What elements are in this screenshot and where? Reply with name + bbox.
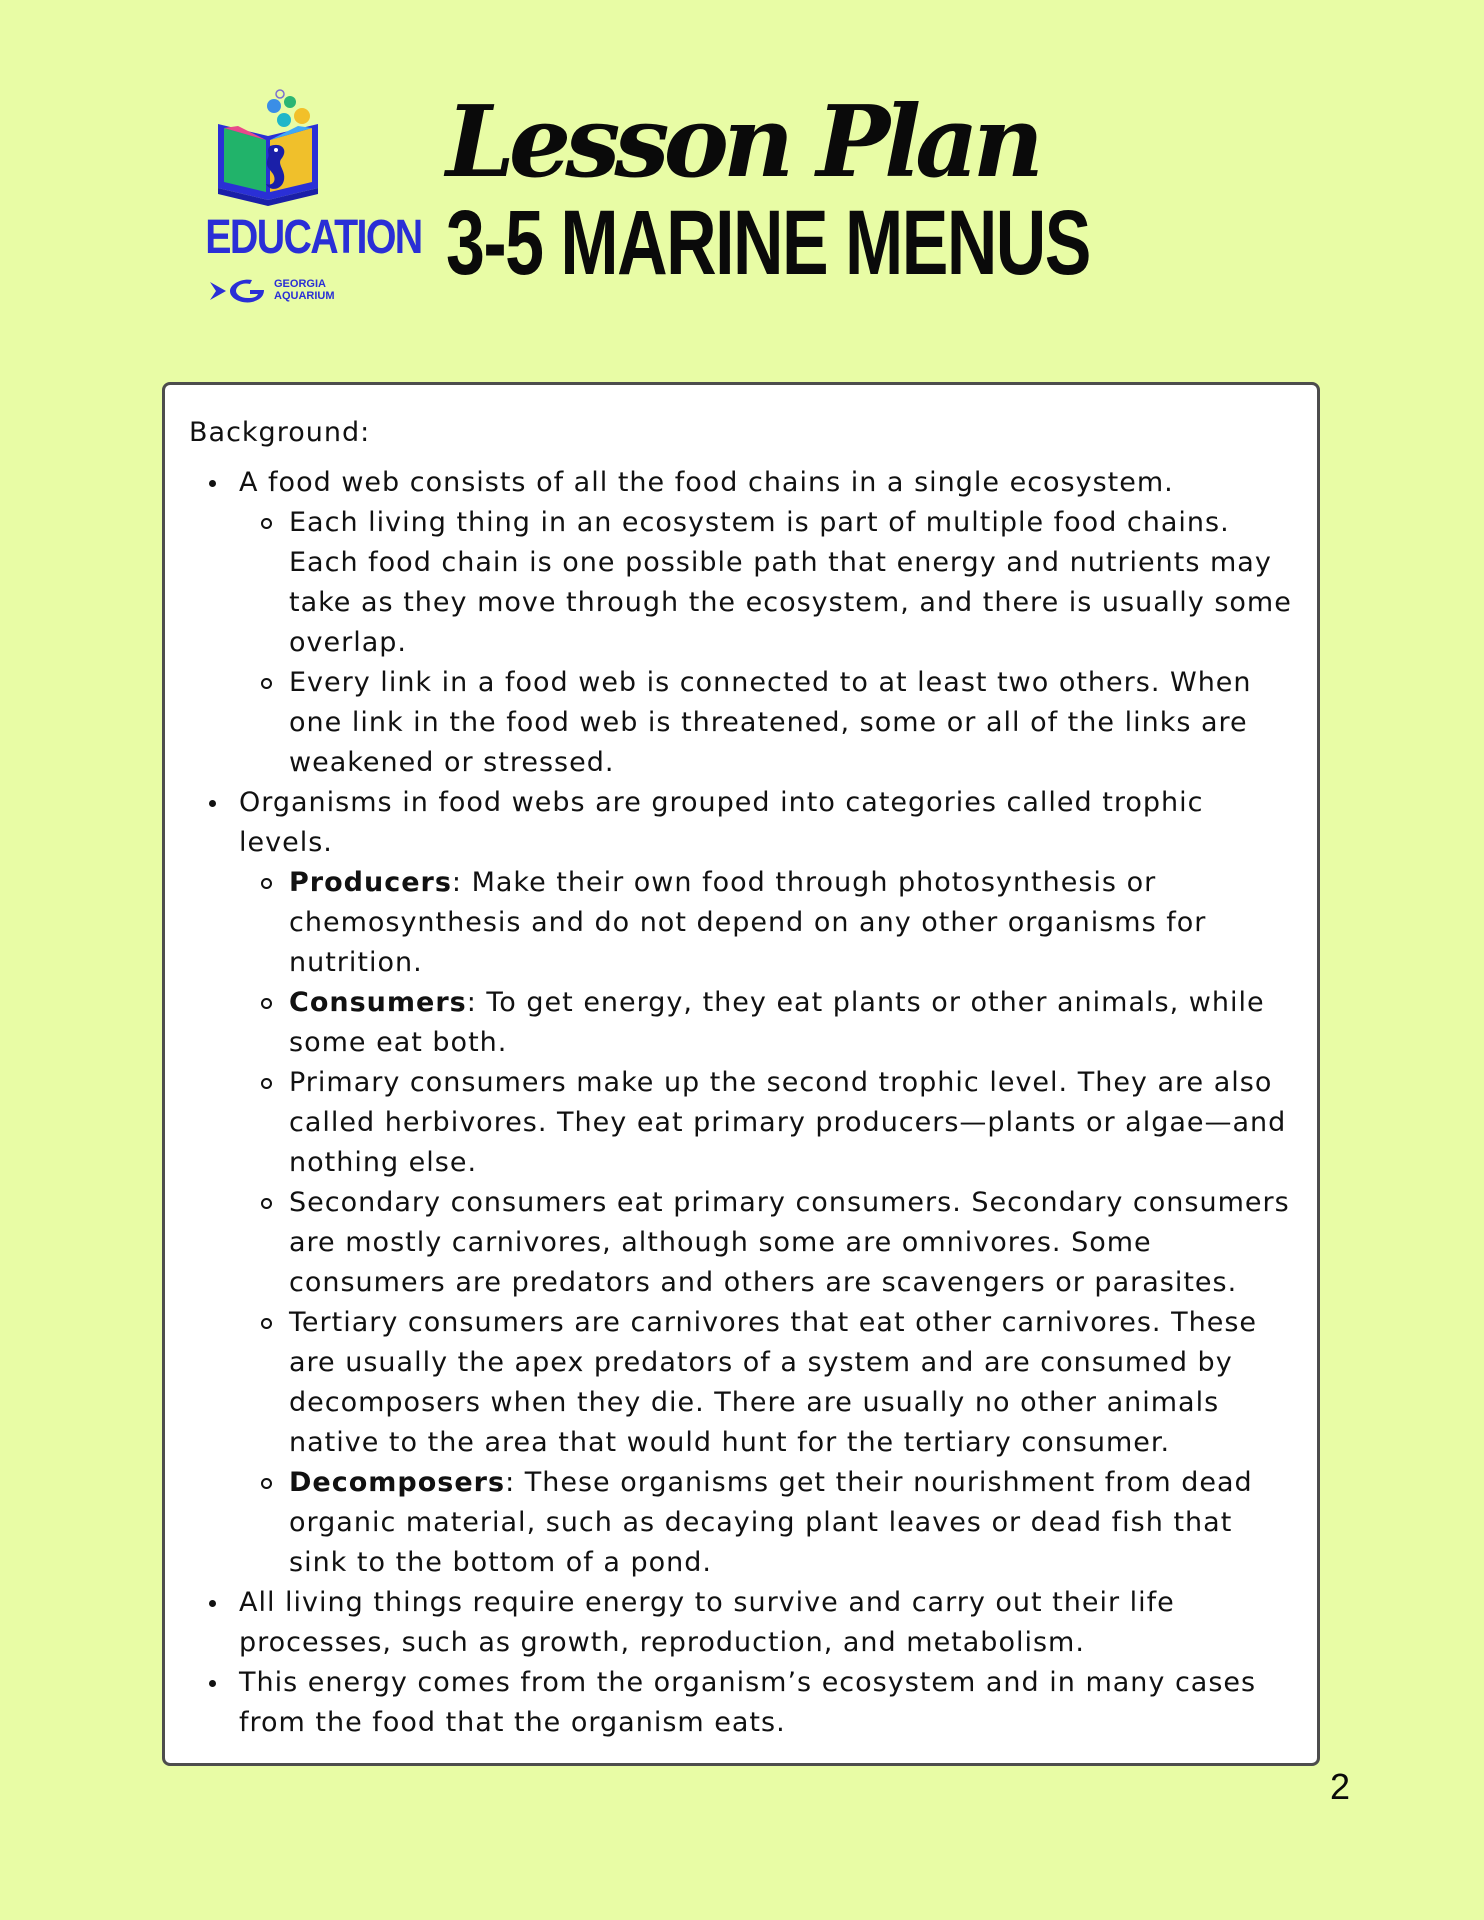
georgia-aquarium-text (274, 278, 354, 302)
list-item-text: This energy comes from the organism’s ecosystem and in many cases from the food that the organism eats. (239, 1667, 1257, 1738)
circle-bullet-icon (261, 878, 272, 889)
sub-list-item-text: Every link in a food web is connected to at least two others. When one link in the food web is threatened, some or all of the links are weakened or stressed. (289, 667, 1252, 778)
list-item-text: All living things require energy to survive and carry out their life processes, such as growth, reproduction, and metabolism. (239, 1587, 1175, 1658)
background-list (189, 463, 1295, 1743)
term-decomposers: Decomposers (289, 1467, 506, 1498)
page-subtitle: 3-5 MARINE MENUS (446, 192, 1090, 294)
term-producers: Producers (289, 867, 452, 898)
bullet-icon (209, 480, 216, 487)
list-item (239, 1583, 1295, 1663)
page-number: 2 (1330, 1766, 1351, 1807)
bullet-icon (209, 1680, 216, 1687)
sub-list-item-decomposers (289, 1463, 1295, 1583)
decomposers-definition: : These organisms get their nourishment from dead organic material, such as decaying plant leaves or dead fish that sink to the bottom of a pond. (289, 1467, 1253, 1578)
logo-org-line2: AQUARIUM (274, 290, 335, 302)
sub-list-item (289, 663, 1295, 783)
list-item (239, 463, 1295, 783)
background-card (162, 382, 1320, 1766)
circle-bullet-icon (261, 998, 272, 1009)
sub-list-item-secondary (289, 1183, 1295, 1303)
list-item-text: A food web consists of all the food chains in a single ecosystem. (239, 467, 1174, 498)
sub-list-item-primary (289, 1063, 1295, 1183)
consumers-definition: : To get energy, they eat plants or other animals, while some eat both. (289, 987, 1265, 1058)
sub-list-item-producers (289, 863, 1295, 983)
education-logo (190, 88, 422, 308)
open-book-seahorse-icon (214, 88, 334, 208)
sub-list-item-text: Each living thing in an ecosystem is part of multiple food chains. Each food chain is one possible path that energy and nutrients may take as they move through the ecosystem, and there is usually some overlap. (289, 507, 1292, 658)
sub-list-item-consumers (289, 983, 1295, 1063)
logo-education-text: EDUCATION (205, 211, 422, 264)
circle-bullet-icon (261, 1078, 272, 1089)
card-heading: Background: (189, 417, 371, 448)
primary-consumers-text: Primary consumers make up the second trophic level. They are also called herbivores. They eat primary producers—plants or algae—and nothing else. (289, 1067, 1287, 1178)
circle-bullet-icon (261, 1478, 272, 1489)
sub-list-item-tertiary (289, 1303, 1295, 1463)
circle-bullet-icon (261, 1198, 272, 1209)
sub-list-item (289, 503, 1295, 663)
georgia-aquarium-g-icon (208, 276, 270, 306)
sub-list (239, 863, 1295, 1583)
logo-org-line1: GEORGIA (274, 278, 326, 290)
circle-bullet-icon (261, 518, 272, 529)
producers-definition: : Make their own food through photosynthesis or chemosynthesis and do not depend on any other organisms for nutrition. (289, 867, 1207, 978)
circle-bullet-icon (261, 1318, 272, 1329)
secondary-consumers-text: Secondary consumers eat primary consumers. Secondary consumers are mostly carnivores, although some are omnivores. Some consumers are predators and others are scavengers or parasites. (289, 1187, 1290, 1298)
bullet-icon (209, 800, 216, 807)
circle-bullet-icon (261, 678, 272, 689)
page-title: Lesson Plan (446, 85, 1039, 200)
page-header (0, 0, 1484, 330)
list-item (239, 1663, 1295, 1743)
term-consumers: Consumers (289, 987, 467, 1018)
bullet-icon (209, 1600, 216, 1607)
list-item-text: Organisms in food webs are grouped into categories called trophic levels. (239, 787, 1204, 858)
sub-list (239, 503, 1295, 783)
list-item (239, 783, 1295, 1583)
georgia-aquarium-mark (208, 276, 368, 308)
tertiary-consumers-text: Tertiary consumers are carnivores that eat other carnivores. These are usually the apex predators of a system and are consumed by decomposers when they die. There are usually no other animals native to the area that would hunt for the tertiary consumer. (289, 1307, 1257, 1458)
